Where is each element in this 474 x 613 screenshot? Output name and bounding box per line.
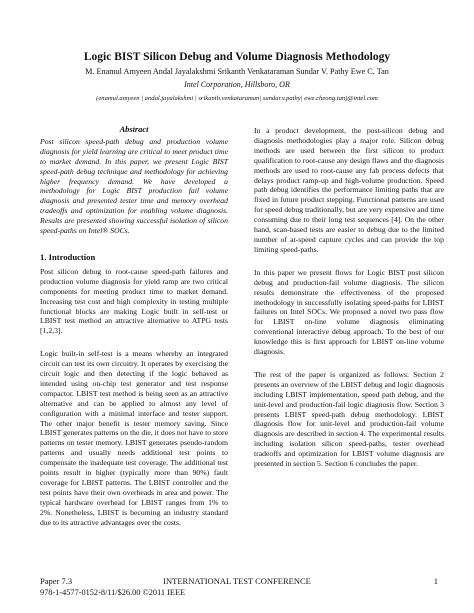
author-emails: (enamul.amyeen | andal.jayalakshmi | srikanth.venkataraman| sundar.v.pathy| ewe.cheong.tan)@intel.com bbox=[96, 95, 378, 102]
footer-paper-number: Paper 7.3 bbox=[40, 576, 73, 586]
right-column bbox=[254, 126, 444, 469]
paragraph-gap bbox=[254, 357, 444, 370]
intro-paragraph-2: Logic built-in self-test is a means whereby an integrated circuit can test its own circuitry. It operates by exercising the circuit logic and then detecting if the logic behaved as intended using on-chip test generator and test response compactor. LBIST test method is being seen as an attractive alternative and can be applied to almost any level of configuration with a minimal interface and tester support. The other major benefit is tester memory saving. Since LBIST generates patterns on the die, it does not have to store patterns on tester memory. LBIST generates pseudo-random patterns and usually needs additional test points to compensate the inadequate test coverage. The additional test points result in higher (typically more than 90%) fault coverage for LBIST patterns. The LBIST controller and the test points have their own overheads in area and power. The typical hardware overhead for LBIST ranges from 1% to 2%. Nonetheless, LBIST is becoming an industry standard due to its attractive advantages over the costs. bbox=[40, 349, 228, 527]
footer-page-number: 1 bbox=[433, 576, 438, 586]
right-paragraph-2: In this paper we present flows for Logic BIST post silicon debug and production-fail volume diagnosis. The silicon results demonstrate the effectiveness of the proposed methodology in successfully isolating speed-paths for LBIST failures on Intel SOCs. We proposed a novel two pass flow for LBIST on-line volume diagnosis eliminating conventional interactive debug approach. To the best of our knowledge this is first approach for LBIST on-line volume diagnosis. bbox=[254, 267, 444, 357]
footer-isbn: 978-1-4577-0152-8/11/$26.00 ©2011 IEEE bbox=[40, 588, 186, 597]
right-paragraph-3: The rest of the paper is organized as follows: Section 2 presents an overview of the LBIST debug and logic diagnosis including LBIST implementation, speed path debug, and the unit-level and production-fail logic diagnosis flow. Section 3 presents LBIST speed-path debug methodology. LBIST diagnosis flow for unit-level and production-fail volume diagnosis are described in section 4. The experimental results including isolation silicon speed-paths, tester overhead tradeoffs and optimization for LBIST volume diagnosis are presented in section 5. Section 6 concludes the paper. bbox=[254, 369, 444, 469]
intro-paragraph-1: Post silicon debug to root-cause speed-path failures and production volume diagnosis for yield ramp are two critical components for meeting product time to market demand. Increasing test cost and high complexity in testing multiple functional blocks are making Logic built in self-test or LBIST test method an attractive alternative to ATPG tests [1,2,3]. bbox=[40, 266, 228, 336]
section-heading-introduction: 1. Introduction bbox=[40, 251, 96, 262]
paragraph-gap bbox=[40, 336, 228, 349]
footer-conference: INTERNATIONAL TEST CONFERENCE bbox=[163, 576, 311, 586]
author-list: M. Enamul Amyeen Andal Jayalakshmi Srikanth Venkataraman Sundar V. Pathy Ewe C. Tan bbox=[85, 67, 389, 76]
left-column bbox=[40, 112, 228, 528]
paper-title: Logic BIST Silicon Debug and Volume Diagnosis Methodology bbox=[83, 51, 391, 63]
right-paragraph-1: In a product development, the post-silicon debug and diagnosis methodologies play a major role. Silicon debug methods are used between the first silicon to product qualification to root-cause any design flaws and the diagnosis methods are used to root-cause any fab process defects that delays product ramp-up and high-volume production. Speed path debug identifies the performance limiting paths that are fixed in future product stepping. Functional patterns are used for speed debug traditionally, but are very expensive and time consuming due to their long test sequences [4]. On the other hand, scan-based tests are easier to debug due to the limited number of at-speed capture cycles and can provide the top limiting speed-paths. bbox=[254, 126, 444, 254]
affiliation: Intel Corporation, Hillsboro, OR bbox=[184, 80, 290, 89]
paragraph-gap bbox=[254, 255, 444, 268]
abstract-text: Post silicon speed-path debug and production volume diagnosis for yield learning are critical to meet product time to market demand. In this paper, we present Logic BIST speed-path debug technique and methodology for achieving higher frequency demand. We have developed a methodology for Logic BIST production fail volume diagnosis and presented tester time and memory overhead tradeoffs and optimization for enabling volume diagnosis. Results are presented showing successful isolation of silicon speed-paths on Intel® SOCs. bbox=[40, 136, 228, 236]
abstract-heading: Abstract bbox=[119, 125, 149, 134]
